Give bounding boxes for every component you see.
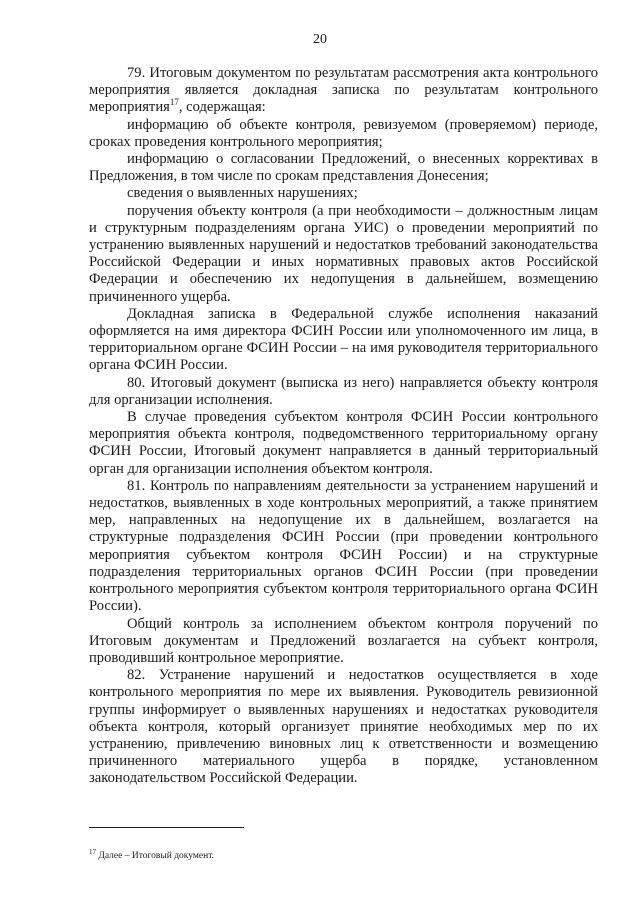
footnote-number: 17 [89, 847, 96, 856]
paragraph: информацию о согласовании Предложений, о внесенных коррективах в Предложения, в том числе по срокам представления Донесения; [89, 151, 598, 185]
paragraph-79-text: 79. Итоговым документом по результатам рассмотрения акта контрольного мероприятия является докладная записка по результатам контрольного мероприятия [89, 65, 598, 116]
paragraph: В случае проведения субъектом контроля ФСИН России контрольного мероприятия объекта контроля, подведомственного территориальному органу ФСИН России, Итоговый документ направляется в данный территориальный орган для организации исполнения объектом контроля. [89, 409, 598, 477]
paragraph-81: 81. Контроль по направлениям деятельности за устранением нарушений и недостатков, выявленных в ходе контрольных мероприятий, а также принятием мер, направленных на недопущение их в дальнейшем, возлагается на структурные подразделения ФСИН России (при проведении контрольного мероприятия субъектом контроля ФСИН России) и на структурные подразделения территориальных органов ФСИН России (при проведении контрольного мероприятия субъектом контроля территориального органа ФСИН России). [89, 477, 598, 615]
paragraph: информацию об объекте контроля, ревизуемом (проверяемом) периоде, сроках проведения контрольного мероприятия; [89, 116, 598, 150]
paragraph: Докладная записка в Федеральной службе исполнения наказаний оформляется на имя директора ФСИН России или уполномоченного им лица, в территориальном органе ФСИН России – на имя руководителя территориального органа ФСИН России. [89, 305, 598, 374]
footnote-text: Далее – Итоговый документ. [98, 851, 215, 861]
paragraph-79-tail: , содержащая: [178, 99, 266, 116]
paragraph-82: 82. Устранение нарушений и недостатков осуществляется в ходе контрольного мероприятия по мере их выявления. Руководитель ревизионной группы информирует о выявленных нарушениях и недостатках руководителя объекта контроля, который организует принятие необходимых мер по их устранению, привлечению виновных лиц к ответственности и возмещению причиненного материального ущерба в порядке, установленном законодательством Российской Федерации. [89, 667, 598, 787]
paragraph-79 [89, 65, 598, 117]
paragraph-80: 80. Итоговый документ (выписка из него) направляется объекту контроля для организации исполнения. [89, 374, 598, 408]
paragraph: Общий контроль за исполнением объектом контроля поручений по Итоговым документам и Предложений возлагается на субъект контроля, проводивший контрольное мероприятие. [89, 615, 598, 666]
footnote [89, 847, 598, 862]
footnote-reference[interactable]: 17 [169, 97, 179, 108]
footnote-divider [89, 827, 244, 828]
paragraph: поручения объекту контроля (а при необходимости – должностным лицам и структурным подразделениям органа УИС) о проведении мероприятий по устранению выявленных нарушений и недостатков требований законодательства Российской Федерации и иных нормативных правовых актов Российской Федерации и обеспечению их недопущения в дальнейшем, возмещению причиненного ущерба. [89, 202, 598, 305]
page-number: 20 [313, 32, 327, 47]
paragraph: сведения о выявленных нарушениях; [127, 185, 358, 202]
document-body [89, 65, 598, 788]
